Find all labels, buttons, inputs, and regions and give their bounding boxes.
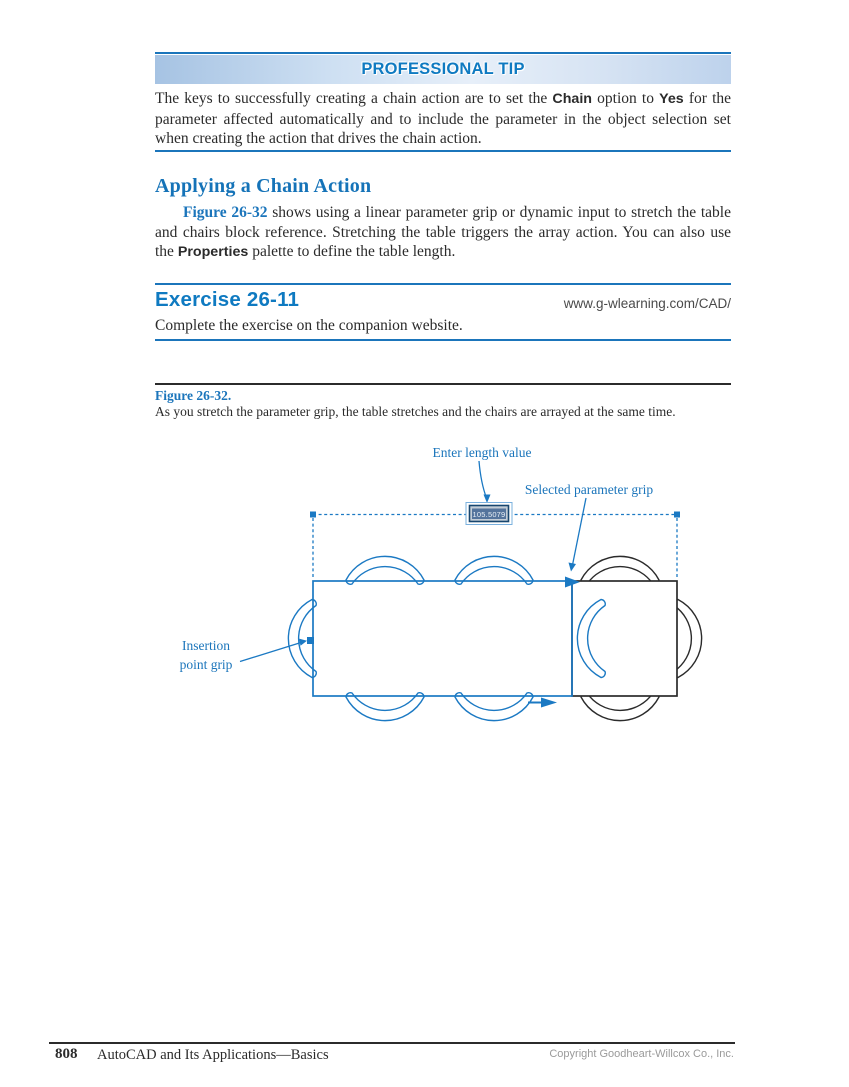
figure-caption-text: As you stretch the parameter grip, the table stretches and the chairs are arrayed at the same time.	[155, 404, 676, 419]
annotation-enter-length: Enter length value	[432, 445, 532, 460]
exercise-top-rule	[155, 283, 731, 285]
chair-icon-bottom-black	[581, 693, 659, 721]
exercise-title: Exercise 26-11	[155, 288, 300, 311]
chair-icon-top-blue-1	[346, 556, 424, 584]
leader-arrowhead-enter-length	[484, 495, 491, 504]
parameter-grip-square-right	[674, 512, 680, 518]
figure-reference-link: Figure 26-32	[183, 204, 268, 221]
leader-arrowhead-selected-grip	[569, 563, 577, 572]
annotation-insertion-line2: point grip	[179, 657, 233, 672]
leader-selected-grip	[573, 498, 587, 565]
dynamic-input-value: 105.5079	[472, 510, 506, 519]
figure-caption-rule	[155, 383, 731, 385]
exercise-body: Complete the exercise on the companion website.	[155, 317, 463, 334]
tip-text-2: option to	[592, 90, 660, 107]
tip-bottom-rule	[155, 150, 731, 152]
chair-icon-right-end-black	[674, 600, 702, 678]
parameter-grip-square-left	[310, 512, 316, 518]
professional-tip-header	[155, 55, 731, 84]
footer-rule	[49, 1042, 735, 1044]
annotation-selected-grip: Selected parameter grip	[524, 482, 654, 497]
tip-bold-yes: Yes	[659, 91, 684, 107]
exercise-bottom-rule	[155, 339, 731, 341]
leader-arrowhead-insertion-grip	[299, 639, 307, 646]
annotation-insertion-line1: Insertion	[182, 638, 230, 653]
copyright-text: Copyright Goodheart-Willcox Co., Inc.	[549, 1048, 734, 1060]
insertion-point-grip	[307, 637, 314, 644]
tip-bold-chain: Chain	[552, 91, 593, 107]
figure-diagram	[0, 438, 849, 738]
chair-icon-top-blue-2	[455, 556, 533, 584]
leader-enter-length	[479, 461, 487, 498]
page-number: 808	[55, 1046, 78, 1062]
professional-tip-body	[155, 89, 731, 149]
section-text-2: palette to define the table length.	[248, 243, 456, 260]
tip-text-3: for the parameter affected automatically and to include the parameter in the object selection set when creating the action that drives the chain action.	[155, 90, 732, 147]
section-heading: Applying a Chain Action	[155, 175, 372, 197]
section-text-1: shows using a linear parameter grip or dynamic input to stretch the table and chairs block reference. Stretching the table triggers the array action. You can also use the	[155, 204, 731, 260]
section-bold-properties: Properties	[177, 244, 249, 260]
chair-icon-bottom-blue-2	[455, 693, 533, 721]
exercise-url: www.g-wlearning.com/CAD/	[563, 296, 731, 311]
tip-text-1: The keys to successfully creating a chain action are to set the	[155, 90, 553, 107]
chair-icon-bottom-blue-1	[346, 693, 424, 721]
book-title: AutoCAD and Its Applications—Basics	[97, 1046, 329, 1063]
section-paragraph	[155, 203, 731, 263]
professional-tip-title: PROFESSIONAL TIP	[361, 60, 525, 78]
table-outline-stretched	[313, 581, 572, 696]
figure-caption-label: Figure 26-32.	[155, 388, 232, 403]
dynamic-input-box	[466, 503, 512, 525]
chair-icon-top-black	[581, 556, 659, 584]
